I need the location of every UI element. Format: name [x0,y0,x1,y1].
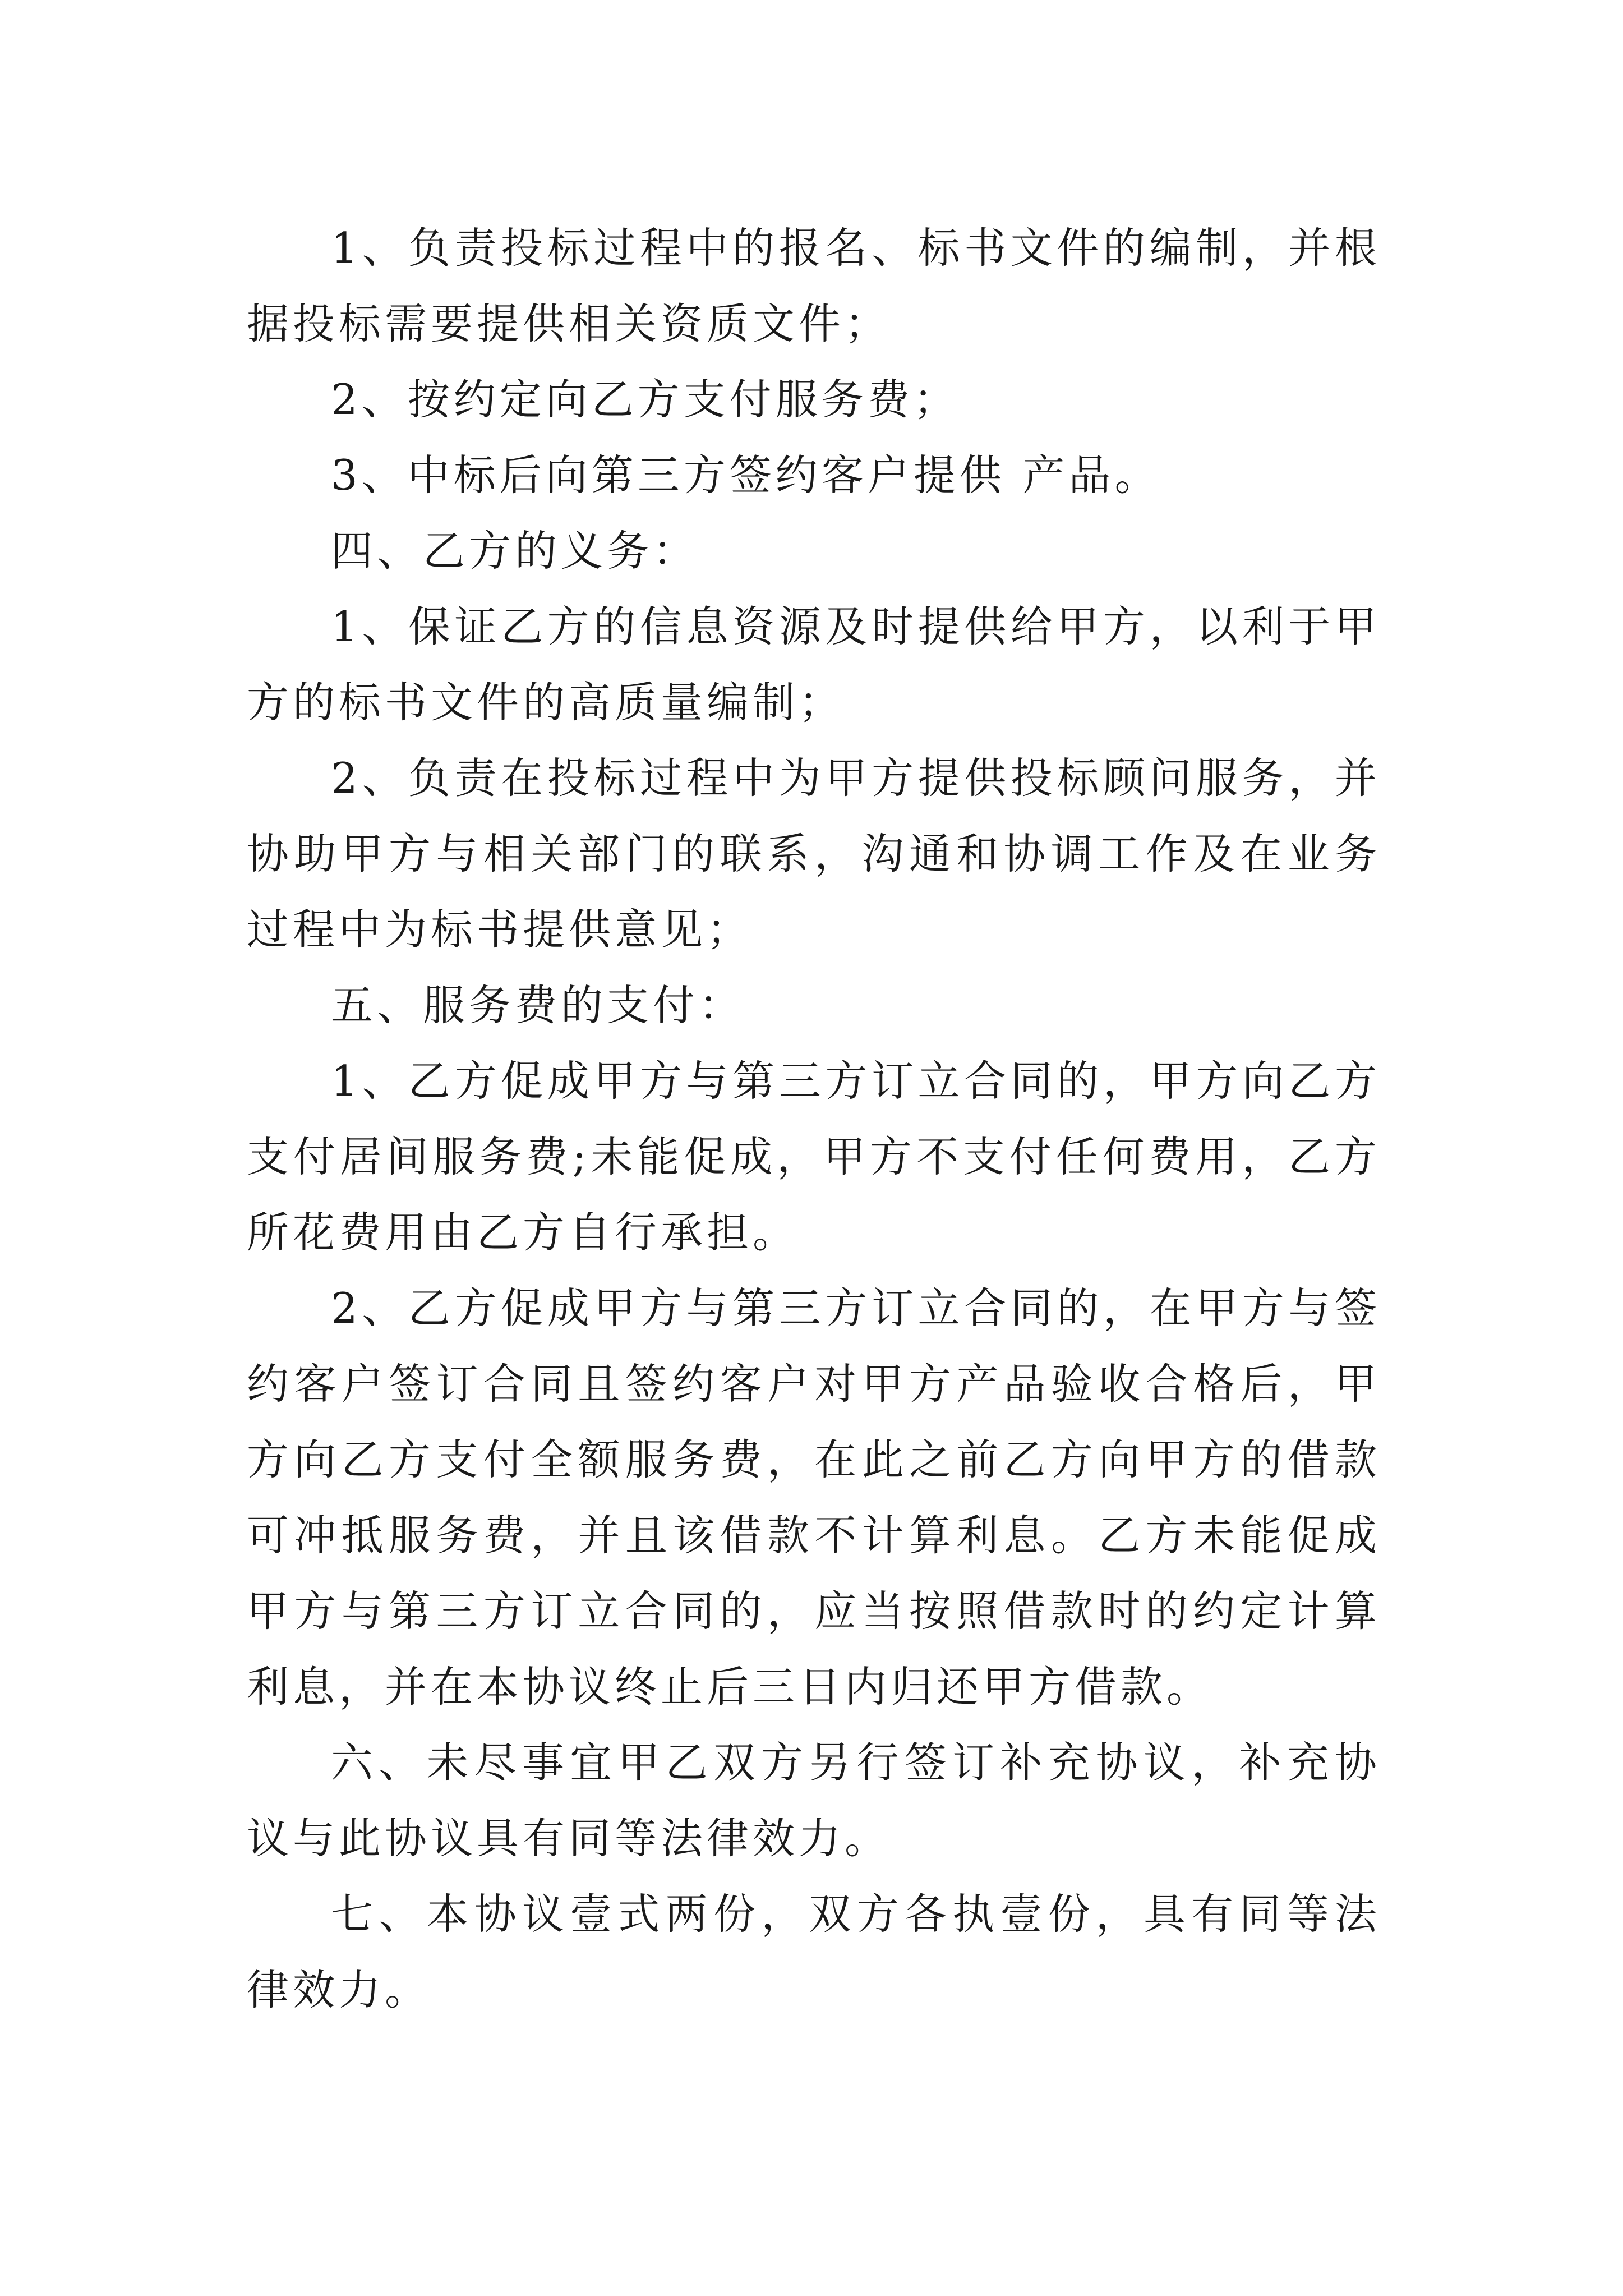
paragraph-party-a-duty-1: 1、负责投标过程中的报名、标书文件的编制，并根据投标需要提供相关资质文件； [247,223,1381,348]
paragraph-clause-seven: 七、本协议壹式两份，双方各执壹份，具有同等法律效力。 [247,1889,1381,2014]
paragraph-party-b-duty-1: 1、保证乙方的信息资源及时提供给甲方，以利于甲方的标书文件的高质量编制； [247,602,1381,727]
paragraph-fee-clause-1: 1、乙方促成甲方与第三方订立合同的，甲方向乙方支付居间服务费;未能促成，甲方不支付任何费用，乙方所花费用由乙方自行承担。 [247,1056,1381,1257]
section-heading-service-fee-payment: 五、服务费的支付： [331,981,745,1030]
paragraph-party-a-duty-2: 2、按约定向乙方支付服务费； [331,375,960,424]
paragraph-fee-clause-2: 2、乙方促成甲方与第三方订立合同的，在甲方与签约客户签订合同且签约客户对甲方产品验收合格后，甲方向乙方支付全额服务费，在此之前乙方向甲方的借款可冲抵服务费，并且该借款不计算利息。乙方未能促成甲方与第三方订立合同的，应当按照借款时的约定计算利息，并在本协议终止后三日内归还甲方借款。 [247,1283,1381,1711]
paragraph-party-a-duty-3: 3、中标后向第三方签约客户提供 产品。 [331,450,1161,500]
document-body [247,210,1381,2028]
paragraph-clause-six: 六、未尽事宜甲乙双方另行签订补充协议，补充协议与此协议具有同等法律效力。 [247,1738,1381,1863]
paragraph-party-b-duty-2: 2、负责在投标过程中为甲方提供投标顾问服务，并协助甲方与相关部门的联系，沟通和协调工作及在业务过程中为标书提供意见； [247,753,1381,954]
section-heading-party-b-obligations: 四、乙方的义务： [331,526,699,576]
